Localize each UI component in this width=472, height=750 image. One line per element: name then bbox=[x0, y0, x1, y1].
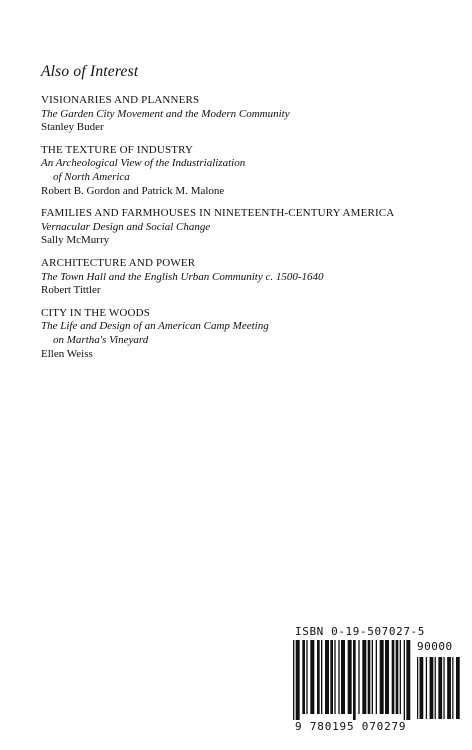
barcode-bar bbox=[358, 640, 359, 714]
book-subtitle: The Garden City Movement and the Modern Community bbox=[41, 107, 290, 120]
barcode-bar bbox=[385, 640, 389, 714]
book-entry bbox=[41, 257, 461, 298]
barcode-bar bbox=[443, 657, 444, 719]
barcode-block bbox=[293, 625, 461, 737]
book-subtitle-continued: of North America bbox=[53, 170, 130, 183]
barcode-bar bbox=[330, 640, 333, 714]
barcode-bar bbox=[406, 640, 410, 720]
barcode-bar bbox=[426, 657, 427, 719]
barcode-bar bbox=[362, 640, 366, 714]
barcode-bar bbox=[376, 640, 377, 714]
barcode-bar bbox=[302, 640, 305, 714]
barcode-bar bbox=[310, 640, 314, 714]
addon-barcode-bars bbox=[417, 657, 461, 719]
barcode-bar bbox=[334, 640, 335, 714]
barcode-bar bbox=[338, 640, 339, 714]
book-title: THE TEXTURE OF INDUSTRY bbox=[41, 143, 194, 156]
barcode-bar bbox=[435, 657, 436, 719]
book-subtitle: An Archeological View of the Industrialization bbox=[41, 157, 246, 170]
book-list bbox=[41, 94, 461, 370]
barcode-bar bbox=[368, 640, 371, 714]
book-title: VISIONARIES AND PLANNERS bbox=[41, 94, 200, 106]
book-title: ARCHITECTURE AND POWER bbox=[41, 256, 196, 269]
book-author: Robert B. Gordon and Patrick M. Malone bbox=[41, 184, 225, 197]
barcode-bar bbox=[400, 640, 401, 714]
isbn-label: ISBN 0-19-507027-5 bbox=[295, 625, 426, 638]
book-title: CITY IN THE WOODS bbox=[41, 306, 150, 319]
book-subtitle-continued: on Martha's Vineyard bbox=[53, 333, 149, 346]
barcode-bar bbox=[296, 640, 300, 720]
book-title: FAMILIES AND FARMHOUSES IN NINETEENTH-CENTURY AMERICA bbox=[41, 207, 395, 220]
barcode-bar bbox=[293, 640, 294, 720]
barcode-bar bbox=[452, 657, 453, 719]
book-subtitle: Vernacular Design and Social Change bbox=[41, 220, 211, 233]
book-entry bbox=[41, 144, 461, 198]
barcode-bar bbox=[325, 640, 329, 714]
barcode-bar bbox=[348, 640, 352, 714]
barcode-bar bbox=[420, 657, 424, 719]
barcode-bar bbox=[456, 657, 460, 719]
barcode-bar bbox=[353, 640, 356, 720]
book-entry bbox=[41, 94, 461, 135]
barcode-bar bbox=[341, 640, 345, 714]
section-heading: Also of Interest bbox=[41, 63, 139, 80]
book-author: Ellen Weiss bbox=[41, 347, 93, 360]
barcode-bar bbox=[417, 657, 418, 719]
book-entry bbox=[41, 207, 461, 248]
book-author: Stanley Buder bbox=[41, 121, 104, 134]
barcode-bar bbox=[438, 657, 442, 719]
book-subtitle: The Town Hall and the English Urban Community c. 1500-1640 bbox=[41, 270, 324, 283]
book-entry bbox=[41, 307, 461, 361]
book-author: Sally McMurry bbox=[41, 234, 110, 247]
barcode-bars bbox=[293, 640, 413, 720]
barcode-bar bbox=[380, 640, 384, 714]
barcode-bar bbox=[317, 640, 320, 714]
price-code: 90000 bbox=[417, 640, 453, 653]
isbn13-digits: 9 780195 070279 bbox=[295, 720, 407, 733]
barcode-bar bbox=[392, 640, 395, 714]
barcode-bar bbox=[321, 640, 322, 714]
barcode-bar bbox=[447, 657, 451, 719]
barcode-bar bbox=[404, 640, 405, 720]
barcode-bar bbox=[306, 640, 307, 714]
barcode-bar bbox=[396, 640, 399, 714]
barcode-bar bbox=[430, 657, 434, 719]
barcode-bar bbox=[372, 640, 373, 714]
book-author: Robert Tittler bbox=[41, 284, 101, 297]
book-subtitle: The Life and Design of an American Camp Meeting bbox=[41, 320, 269, 333]
